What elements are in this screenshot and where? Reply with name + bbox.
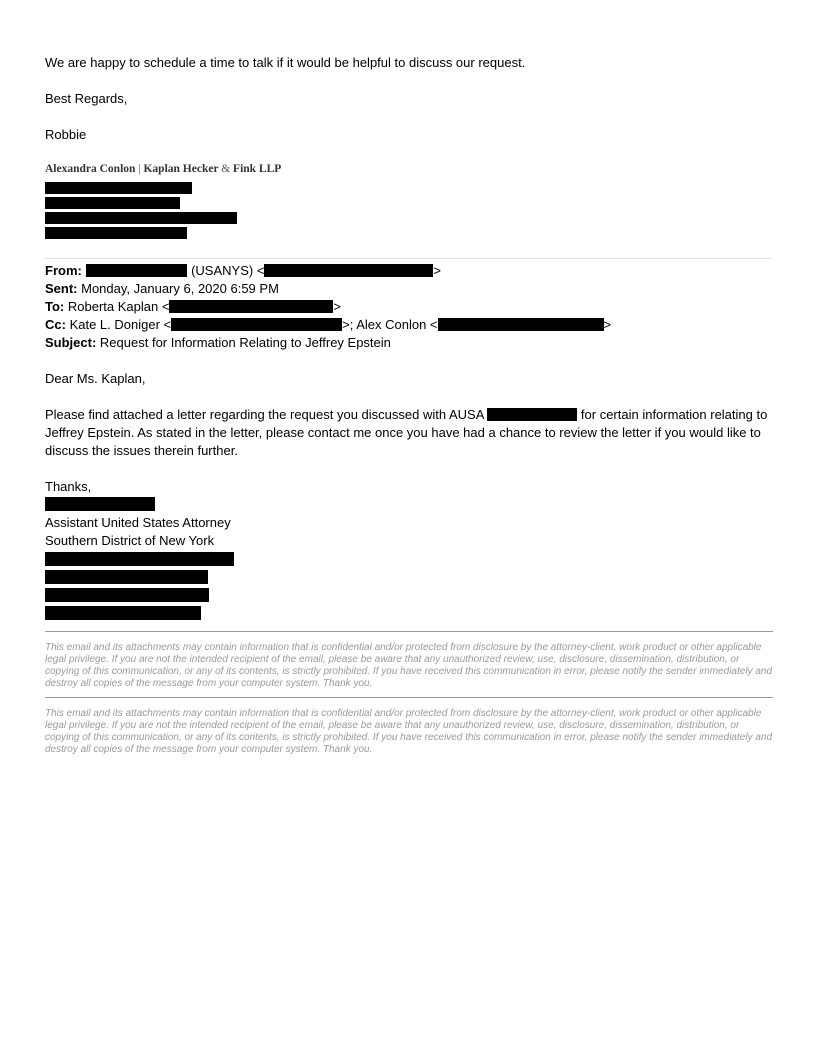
to-end: > xyxy=(333,299,342,314)
header-to xyxy=(45,298,341,316)
message-para-end: for certain information relating to Jeffrey Epstein. As stated in the letter, please contact me once you have had a chance to review the letter if you would like to discuss the issues therein further. xyxy=(45,407,768,458)
subject-label: Subject: xyxy=(45,335,97,350)
redaction-block xyxy=(45,588,209,602)
cc-value-1: Kate L. Doniger < xyxy=(69,317,172,332)
signature-firm-part1: Kaplan Hecker xyxy=(143,163,219,175)
header-cc xyxy=(45,316,611,334)
redaction-block xyxy=(45,197,180,209)
signer-title: Assistant United States Attorney xyxy=(45,515,231,530)
redaction-block xyxy=(438,318,604,331)
redaction-block xyxy=(45,606,201,620)
disclaimer-divider xyxy=(45,697,773,698)
header-from xyxy=(45,262,441,280)
redaction-block xyxy=(45,227,187,239)
signer-office: Southern District of New York xyxy=(45,533,215,548)
redaction-block xyxy=(45,497,155,511)
closing: Best Regards, xyxy=(45,91,128,106)
from-value: (USANYS) < xyxy=(191,263,265,278)
redaction-block xyxy=(171,318,342,331)
signature-firm-part2: Fink LLP xyxy=(233,163,282,175)
redaction-block xyxy=(169,300,333,313)
sender-first-name: Robbie xyxy=(45,127,87,142)
disclaimer-text: This email and its attachments may contain information that is confidential and/or protected from disclosure by the attorney-client, work product or other applicable legal privilege. If you are not the intended recipient of the email, please be aware that any unauthorized review, use, disclosure, dissemination, distribution, or copying of this communication, or any of its contents, is strictly prohibited. If you have received this communication in error, please notify the sender immediately and destroy all copies of the message from your computer system. Thank you. xyxy=(45,642,773,689)
body-line-1: We are happy to schedule a time to talk if it would be helpful to discuss our request. xyxy=(45,55,526,70)
redaction-block xyxy=(45,570,208,584)
greeting: Dear Ms. Kaplan, xyxy=(45,371,146,386)
signature-amp: & xyxy=(221,163,231,175)
from-end: > xyxy=(433,263,442,278)
subject-value: Request for Information Relating to Jeffrey Epstein xyxy=(99,335,391,350)
redaction-block xyxy=(264,264,433,277)
disclaimer-divider xyxy=(45,631,773,632)
header-divider xyxy=(45,258,771,259)
from-label: From: xyxy=(45,263,82,278)
redaction-block xyxy=(86,264,187,277)
cc-mid: >; Alex Conlon < xyxy=(342,317,438,332)
sent-label: Sent: xyxy=(45,281,78,296)
redaction-block xyxy=(487,408,577,421)
signature-separator: | xyxy=(138,163,141,175)
signature-name xyxy=(45,163,281,175)
cc-label: Cc: xyxy=(45,317,66,332)
redaction-block xyxy=(45,552,234,566)
cc-end: > xyxy=(603,317,612,332)
thanks: Thanks, xyxy=(45,479,92,494)
redaction-block xyxy=(45,182,192,194)
sent-value: Monday, January 6, 2020 6:59 PM xyxy=(81,281,279,296)
message-paragraph xyxy=(45,406,773,460)
message-para-start: Please find attached a letter regarding the request you discussed with AUSA xyxy=(45,407,484,422)
to-label: To: xyxy=(45,299,65,314)
header-sent xyxy=(45,280,279,298)
signature-person: Alexandra Conlon xyxy=(45,163,136,175)
disclaimer-text: This email and its attachments may contain information that is confidential and/or protected from disclosure by the attorney-client, work product or other applicable legal privilege. If you are not the intended recipient of the email, please be aware that any unauthorized review, use, disclosure, dissemination, distribution, or copying of this communication, or any of its contents, is strictly prohibited. If you have received this communication in error, please notify the sender immediately and destroy all copies of the message from your computer system. Thank you. xyxy=(45,708,773,755)
header-subject xyxy=(45,334,391,352)
redaction-block xyxy=(45,212,237,224)
to-value: Roberta Kaplan < xyxy=(67,299,170,314)
